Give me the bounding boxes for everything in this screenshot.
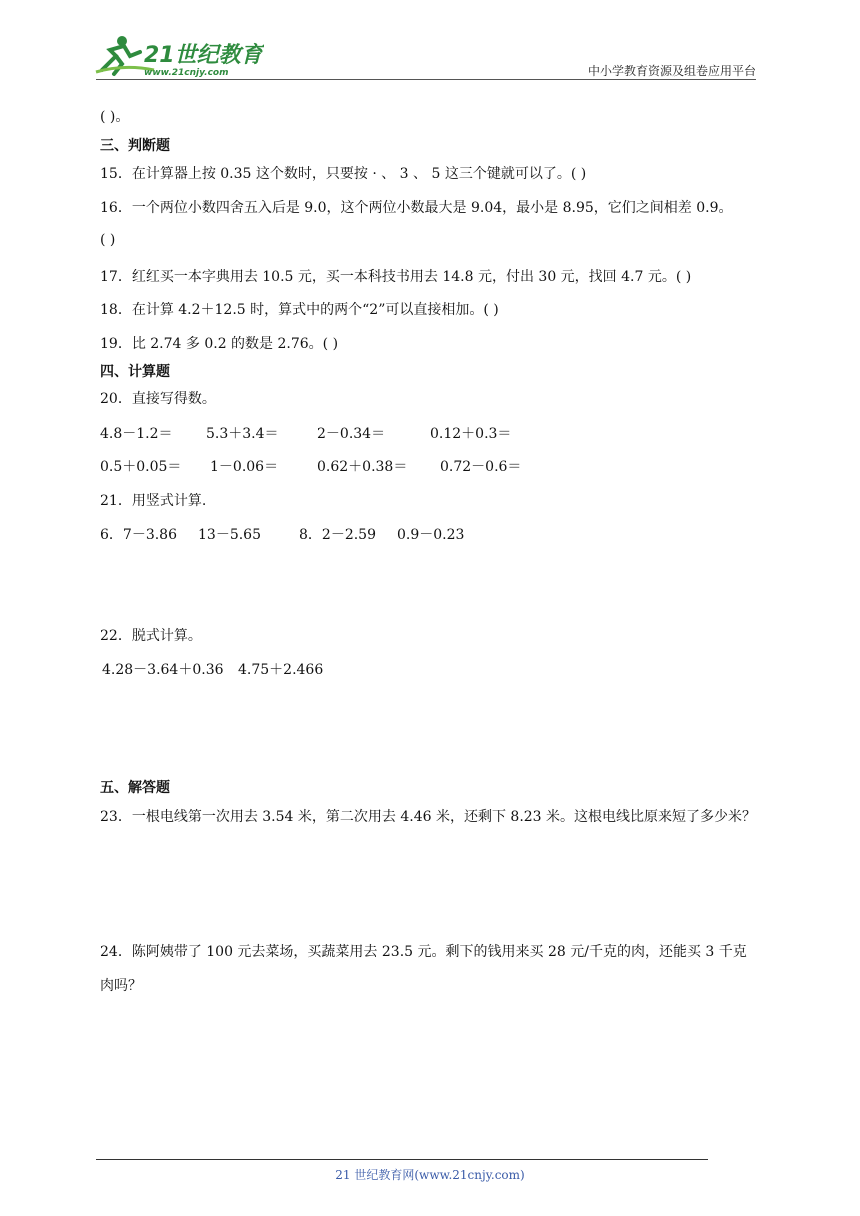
- question-17: 17．红红买一本字典用去 10.5 元，买一本科技书用去 14.8 元，付出 30 元，找回 4.7 元。( ): [100, 269, 692, 285]
- q21-expression: 0.9－0.23: [397, 527, 465, 543]
- q20-expression: 0.12＋0.3＝: [430, 426, 512, 442]
- q22-expression: 4.28－3.64＋0.36: [102, 662, 224, 678]
- q20-expression: 2－0.34＝: [317, 426, 386, 442]
- q20-expression: 1－0.06＝: [210, 459, 279, 475]
- footer-divider: [96, 1159, 708, 1160]
- footer-text: 21 世纪教育网(www.21cnjy.com): [335, 1168, 525, 1182]
- site-name: 中小学教育资源及组卷应用平台: [587, 64, 756, 78]
- q22-expression: 4.75＋2.466: [238, 662, 324, 678]
- logo-url: www.21cnjy.com: [144, 68, 229, 78]
- question-24-continued: 肉吗？: [100, 978, 142, 994]
- section-3-title: 三、判断题: [100, 138, 170, 154]
- question-24: 24．陈阿姨带了 100 元去菜场，买蔬菜用去 23.5 元。剩下的钱用来买 28 元/千克的肉，还能买 3 千克: [100, 944, 747, 960]
- q21-expression: 6．7－3.86: [100, 527, 177, 543]
- question-20: 20．直接写得数。: [100, 391, 216, 407]
- q21-expression: 8．2－2.59: [299, 527, 376, 543]
- question-23: 23．一根电线第一次用去 3.54 米，第二次用去 4.46 米，还剩下 8.23 米。这根电线比原来短了多少米？: [100, 809, 757, 825]
- question-16: 16．一个两位小数四舍五入后是 9.0，这个两位小数最大是 9.04，最小是 8.95，它们之间相差 0.9。: [100, 200, 733, 216]
- question-15: 15．在计算器上按 0.35 这个数时，只要按 · 、 3 、 5 这三个键就可以了。( ): [100, 166, 587, 182]
- header-divider: [96, 79, 756, 80]
- question-18: 18．在计算 4.2＋12.5 时，算式中的两个“2”可以直接相加。( ): [100, 302, 499, 318]
- q20-expression: 0.72－0.6＝: [440, 459, 522, 475]
- runner-logo-icon: [94, 34, 264, 78]
- question-22: 22．脱式计算。: [100, 628, 202, 644]
- q20-expression: 5.3＋3.4＝: [206, 426, 279, 442]
- logo-text: 21世纪教育: [144, 43, 263, 68]
- site-logo: [94, 34, 264, 78]
- question-16-blank: ( ): [100, 232, 116, 248]
- question-19: 19．比 2.74 多 0.2 的数是 2.76。( ): [100, 336, 339, 352]
- section-4-title: 四、计算题: [100, 364, 170, 380]
- question-21: 21．用竖式计算.: [100, 493, 207, 509]
- q20-expression: 0.62＋0.38＝: [317, 459, 408, 475]
- q20-expression: 4.8－1.2＝: [100, 426, 173, 442]
- previous-question-blank: ( )。: [100, 109, 130, 125]
- q20-expression: 0.5＋0.05＝: [100, 459, 182, 475]
- q21-expression: 13－5.65: [198, 527, 261, 543]
- section-5-title: 五、解答题: [100, 780, 170, 796]
